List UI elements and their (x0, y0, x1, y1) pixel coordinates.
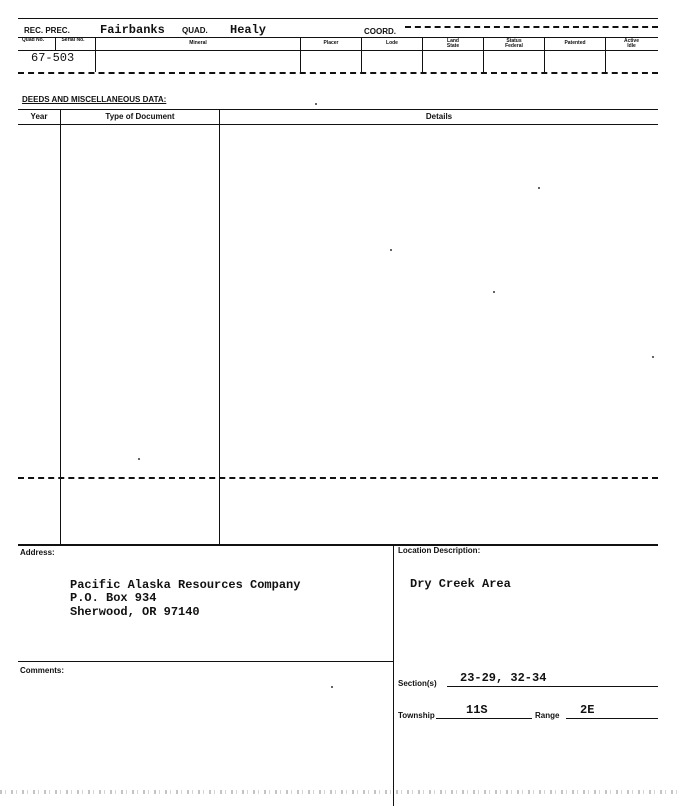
township-value: 11S (466, 703, 488, 717)
scan-speck (138, 458, 140, 460)
coord-label: COORD. (364, 27, 396, 36)
location-label: Location Description: (398, 546, 481, 555)
col-patented: Patented (564, 40, 586, 46)
col-placer: Placer (323, 40, 339, 46)
coord-dashed-line (405, 26, 658, 28)
rec-prec-label: REC. PREC. (24, 26, 70, 35)
scan-speck (390, 249, 392, 251)
quad-label: QUAD. (182, 26, 208, 35)
deeds-title: DEEDS AND MISCELLANEOUS DATA: (22, 95, 167, 104)
address-line-3: Sherwood, OR 97140 (70, 605, 200, 619)
col-year: Year (30, 112, 48, 121)
scan-noise-strip (0, 790, 678, 794)
col-details: Details (425, 112, 453, 121)
location-value: Dry Creek Area (410, 577, 511, 591)
scan-speck (538, 187, 540, 189)
quad-value: Healy (230, 23, 267, 37)
scan-speck (315, 103, 317, 105)
col-quad-no: Quad No. (21, 37, 45, 43)
range-value: 2E (580, 703, 595, 717)
scan-speck (493, 291, 495, 293)
col-lode: Lode (386, 40, 398, 46)
scan-speck (652, 356, 654, 358)
rec-prec-value: Fairbanks (100, 23, 165, 37)
address-line-2: P.O. Box 934 (70, 591, 157, 605)
sections-label: Section(s) (398, 679, 437, 688)
col-serial-no: Serial No. (61, 37, 85, 43)
comments-label: Comments: (20, 666, 65, 675)
col-status-federal: Status Federal (505, 38, 523, 49)
address-line-1: Pacific Alaska Resources Company (70, 578, 301, 592)
quad-no-value: 67-503 (31, 51, 75, 65)
col-mineral: Mineral (189, 40, 207, 46)
address-label: Address: (20, 548, 55, 557)
scan-speck (331, 686, 333, 688)
col-type-of-document: Type of Document (105, 112, 175, 121)
col-land-state: Land State (446, 38, 460, 49)
col-active-idle: Active Idle (623, 38, 639, 49)
deeds-dashed-separator (18, 477, 658, 479)
sections-value: 23-29, 32-34 (460, 671, 547, 685)
range-label: Range (535, 711, 560, 720)
township-label: Township (398, 711, 435, 720)
